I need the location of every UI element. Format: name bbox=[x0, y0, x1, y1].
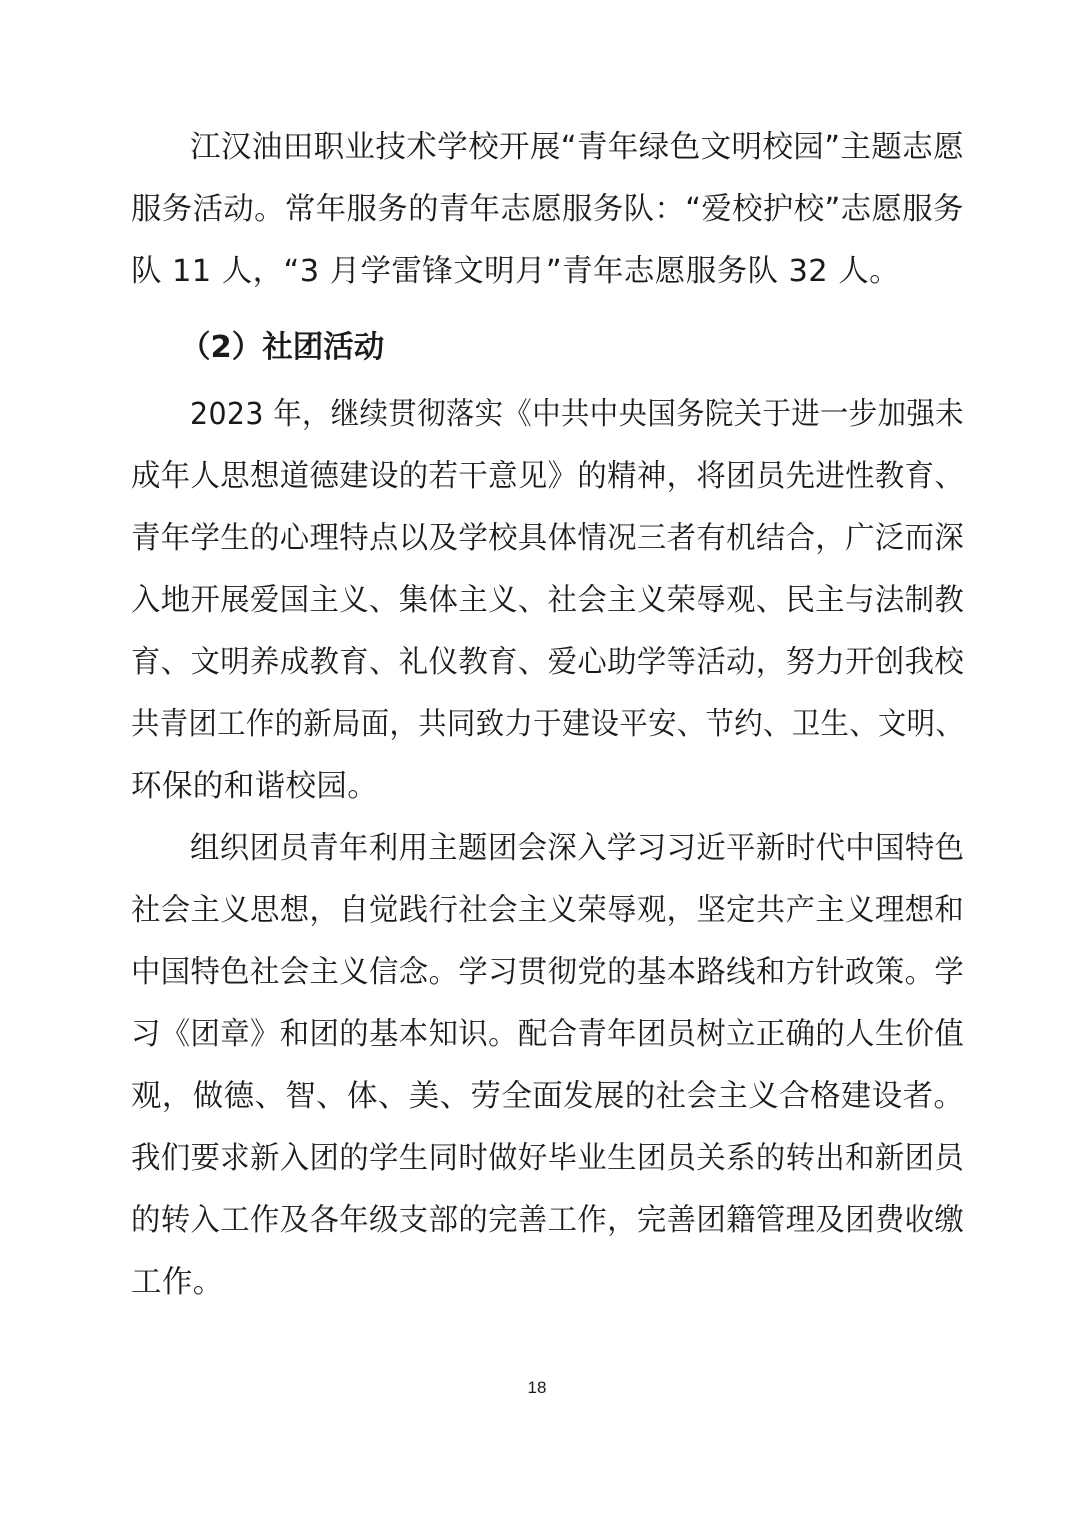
text-line: 环保的和谐校园。 bbox=[131, 769, 379, 804]
text-line: 中国特色社会主义信念。学习贯彻党的基本路线和方针政策。学 bbox=[131, 955, 965, 990]
text-line: 青年学生的心理特点以及学校具体情况三者有机结合，广泛而深 bbox=[131, 521, 965, 556]
text-line: 江汉油田职业技术学校开展“青年绿色文明校园”主题志愿 bbox=[190, 130, 965, 165]
section-heading: （2）社团活动 bbox=[180, 330, 385, 365]
text-line: 成年人思想道德建设的若干意见》的精神，将团员先进性教育、 bbox=[131, 459, 965, 494]
text-line: 工作。 bbox=[131, 1265, 224, 1300]
page-number: 18 bbox=[527, 1378, 547, 1397]
text-line: 服务活动。常年服务的青年志愿服务队：“爱校护校”志愿服务 bbox=[131, 192, 964, 227]
text-line: 组织团员青年利用主题团会深入学习习近平新时代中国特色 bbox=[190, 831, 965, 866]
text-line: 的转入工作及各年级支部的完善工作，完善团籍管理及团费收缴 bbox=[131, 1203, 965, 1238]
text-line: 队 11 人，“3 月学雷锋文明月”青年志愿服务队 32 人。 bbox=[131, 254, 901, 289]
text-line: 我们要求新入团的学生同时做好毕业生团员关系的转出和新团员 bbox=[131, 1141, 965, 1176]
text-line: 育、文明养成教育、礼仪教育、爱心助学等活动，努力开创我校 bbox=[131, 645, 965, 680]
text-line: 共青团工作的新局面，共同致力于建设平安、节约、卫生、文明、 bbox=[131, 707, 965, 742]
text-line: 2023 年，继续贯彻落实《中共中央国务院关于进一步加强未 bbox=[190, 397, 964, 432]
text-line: 入地开展爱国主义、集体主义、社会主义荣辱观、民主与法制教 bbox=[131, 583, 965, 618]
text-line: 习《团章》和团的基本知识。配合青年团员树立正确的人生价值 bbox=[131, 1017, 965, 1052]
text-line: 观，做德、智、体、美、劳全面发展的社会主义合格建设者。 bbox=[131, 1079, 965, 1114]
text-line: 社会主义思想，自觉践行社会主义荣辱观，坚定共产主义理想和 bbox=[131, 893, 965, 928]
